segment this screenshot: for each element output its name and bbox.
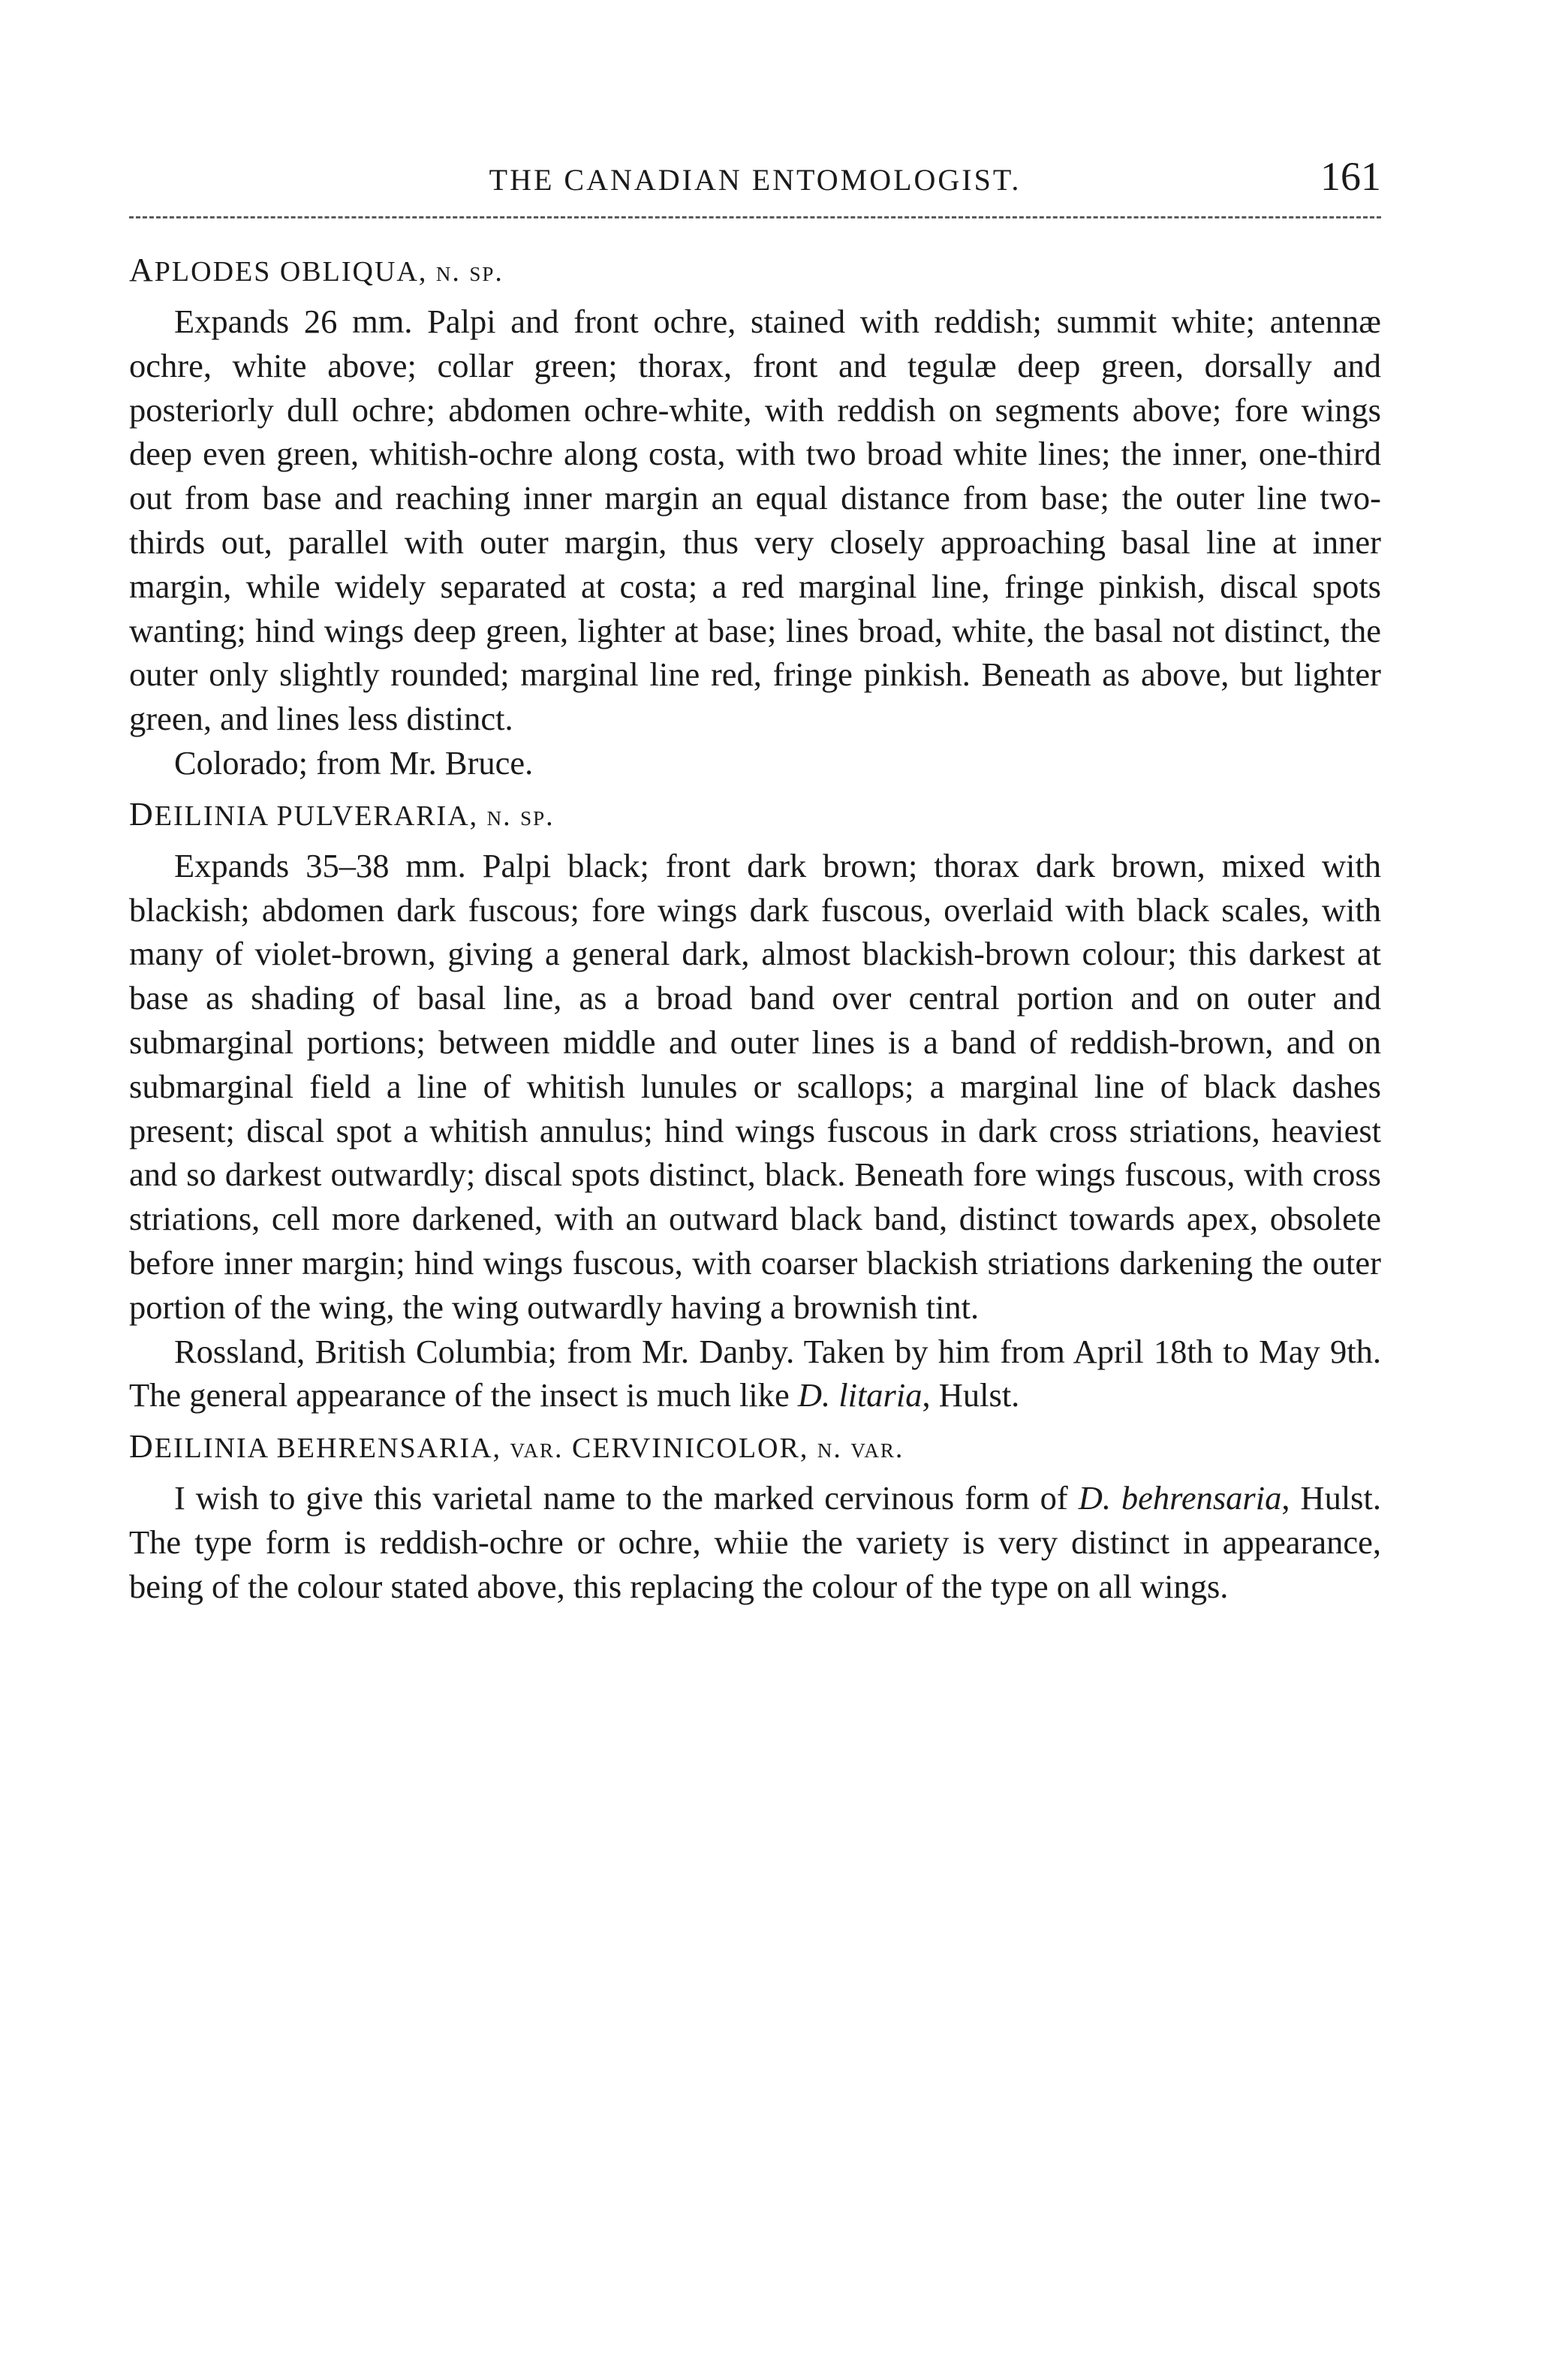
page-number: 161 (1320, 154, 1381, 199)
species-description-deilinia-pulveraria: Expands 35–38 mm. Palpi black; front dark brown; thorax dark brown, mixed with blackish; abdomen dark fuscous; fore wings dark fuscous, overlaid with black scales, with many of violet-brown, giving a general dark, almost blackish-brown colour; this darkest at base as shading of basal line, as a broad band over central portion and on outer and submarginal portions; between middle and outer lines is a band of reddish-brown, and on submarginal field a line of whitish lunules or scallops; a marginal line of black dashes present; discal spot a whitish annulus; hind wings fuscous in dark cross striations, heaviest and so darkest outwardly; discal spots distinct, black. Beneath fore wings fuscous, with cross striations, cell more darkened, with an outward black band, distinct towards apex, obsolete before inner margin; hind wings fuscous, with coarser blackish striations darkening the outer portion of the wing, the wing outwardly having a brownish tint. (129, 846, 1381, 1326)
heading-initial: A (129, 252, 155, 288)
locality-text: Rossland, British Columbia; from Mr. Danby. Taken by him from April 18th to May 9th. The general appearance of the insect is much like (129, 1332, 1381, 1414)
species-description-aplodes-obliqua: Expands 26 mm. Palpi and front ochre, stained with reddish; summit white; antennæ ochre, white above; collar green; thorax, front and tegulæ deep green, dorsally and posteriorly dull ochre; abdomen ochre-white, with reddish on segments above; fore wings deep even green, whitish-ochre along costa, with two broad white lines; the inner, one-third out from base and reaching inner margin an equal distance from base; the outer line two-thirds out, parallel with outer margin, thus very closely approaching basal line at inner margin, while widely separated at costa; a red marginal line, fringe pinkish, discal spots wanting; hind wings deep green, lighter at base; lines broad, white, the basal not distinct, the outer only slightly rounded; marginal line red, fringe pinkish. Beneath as above, but lighter green, and lines less distinct. (129, 303, 1381, 738)
species-name-italic: D. litaria (797, 1376, 922, 1414)
heading-text: PLODES OBLIQUA, n. sp. (154, 256, 504, 288)
description-text-end: , Hulst. The type form is reddish-ochre or ochre, whiie the variety is very distinct in appearance, being of the colour stated above, this replacing the colour of the type on all wings. (129, 1479, 1381, 1605)
heading-initial: D (129, 1428, 155, 1466)
running-title: THE CANADIAN ENTOMOLOGIST. (489, 163, 1022, 197)
species-heading-aplodes-obliqua (129, 249, 1381, 294)
species-name-italic: D. behrensaria (1078, 1479, 1282, 1517)
page (129, 150, 1381, 1609)
species-heading-deilinia-behrensaria (129, 1425, 1381, 1470)
species-heading-deilinia-pulveraria (129, 793, 1381, 838)
heading-text: EILINIA BEHRENSARIA, var. CERVINICOLOR, n. var. (154, 1433, 904, 1465)
heading-initial: D (129, 795, 155, 833)
locality-deilinia-pulveraria (129, 1330, 1381, 1418)
species-description-deilinia-behrensaria (129, 1476, 1381, 1608)
header-rule (129, 216, 1381, 218)
running-head (129, 150, 1381, 210)
description-text: I wish to give this varietal name to the marked cervinous form of (174, 1479, 1079, 1517)
heading-text: EILINIA PULVERARIA, n. sp. (154, 800, 555, 832)
locality-aplodes-obliqua: Colorado; from Mr. Bruce. (174, 743, 534, 782)
locality-text-end: , Hulst. (922, 1376, 1020, 1414)
